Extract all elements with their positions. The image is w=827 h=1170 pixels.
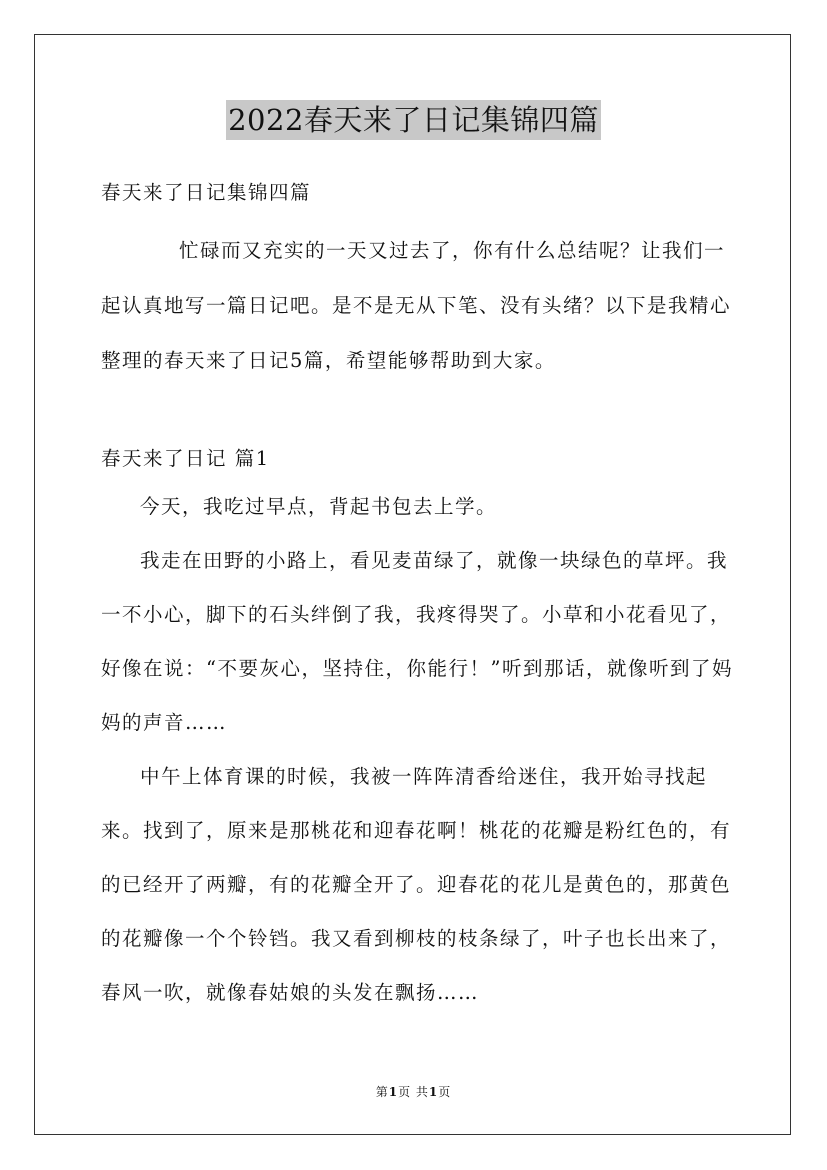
section-spacer: [101, 388, 741, 438]
page-number-current: 1: [388, 1085, 399, 1099]
page-number-suffix: 页: [438, 1085, 452, 1099]
diary-paragraph[interactable]: 我走在田野的小路上，看见麦苗绿了，就像一块绿色的草坪。我一不小心，脚下的石头绊倒了我，我疼得哭了。小草和小花看见了，好像在说：“不要灰心，坚持住，你能行！”听到那话，就像听到了妈妈的声音……: [101, 549, 733, 734]
diary-paragraph[interactable]: 中午上体育课的时候，我被一阵阵清香给迷住，我开始寻找起来。找到了，原来是那桃花和迎春花啊！桃花的花瓣是粉红色的，有的已经开了两瓣，有的花瓣全开了。迎春花的花儿是黄色的，那黄色的花瓣像一个个铃铛。我又看到柳枝的枝条绿了，叶子也长出来了，春风一吹，就像春姑娘的头发在飘扬……: [101, 765, 732, 1004]
document-subtitle[interactable]: 春天来了日记集锦四篇: [101, 181, 312, 204]
page-number-mid: 页 共: [398, 1085, 429, 1099]
document-title[interactable]: 2022春天来了日记集锦四篇: [226, 100, 601, 140]
section-heading[interactable]: 春天来了日记 篇1: [101, 447, 270, 470]
page-number-prefix: 第: [375, 1085, 389, 1099]
page-number-total: 1: [428, 1085, 439, 1099]
title-container: [0, 100, 827, 140]
diary-entry: [101, 480, 741, 1020]
document-body: [101, 172, 741, 1020]
intro-paragraph[interactable]: 忙碌而又充实的一天又过去了，你有什么总结呢？让我们一起认真地写一篇日记吧。是不是无从下笔、没有头绪？以下是我精心整理的春天来了日记5篇，希望能够帮助到大家。: [101, 239, 732, 372]
diary-paragraph[interactable]: 今天，我吃过早点，背起书包去上学。: [140, 495, 498, 518]
page-footer: [0, 1083, 827, 1100]
